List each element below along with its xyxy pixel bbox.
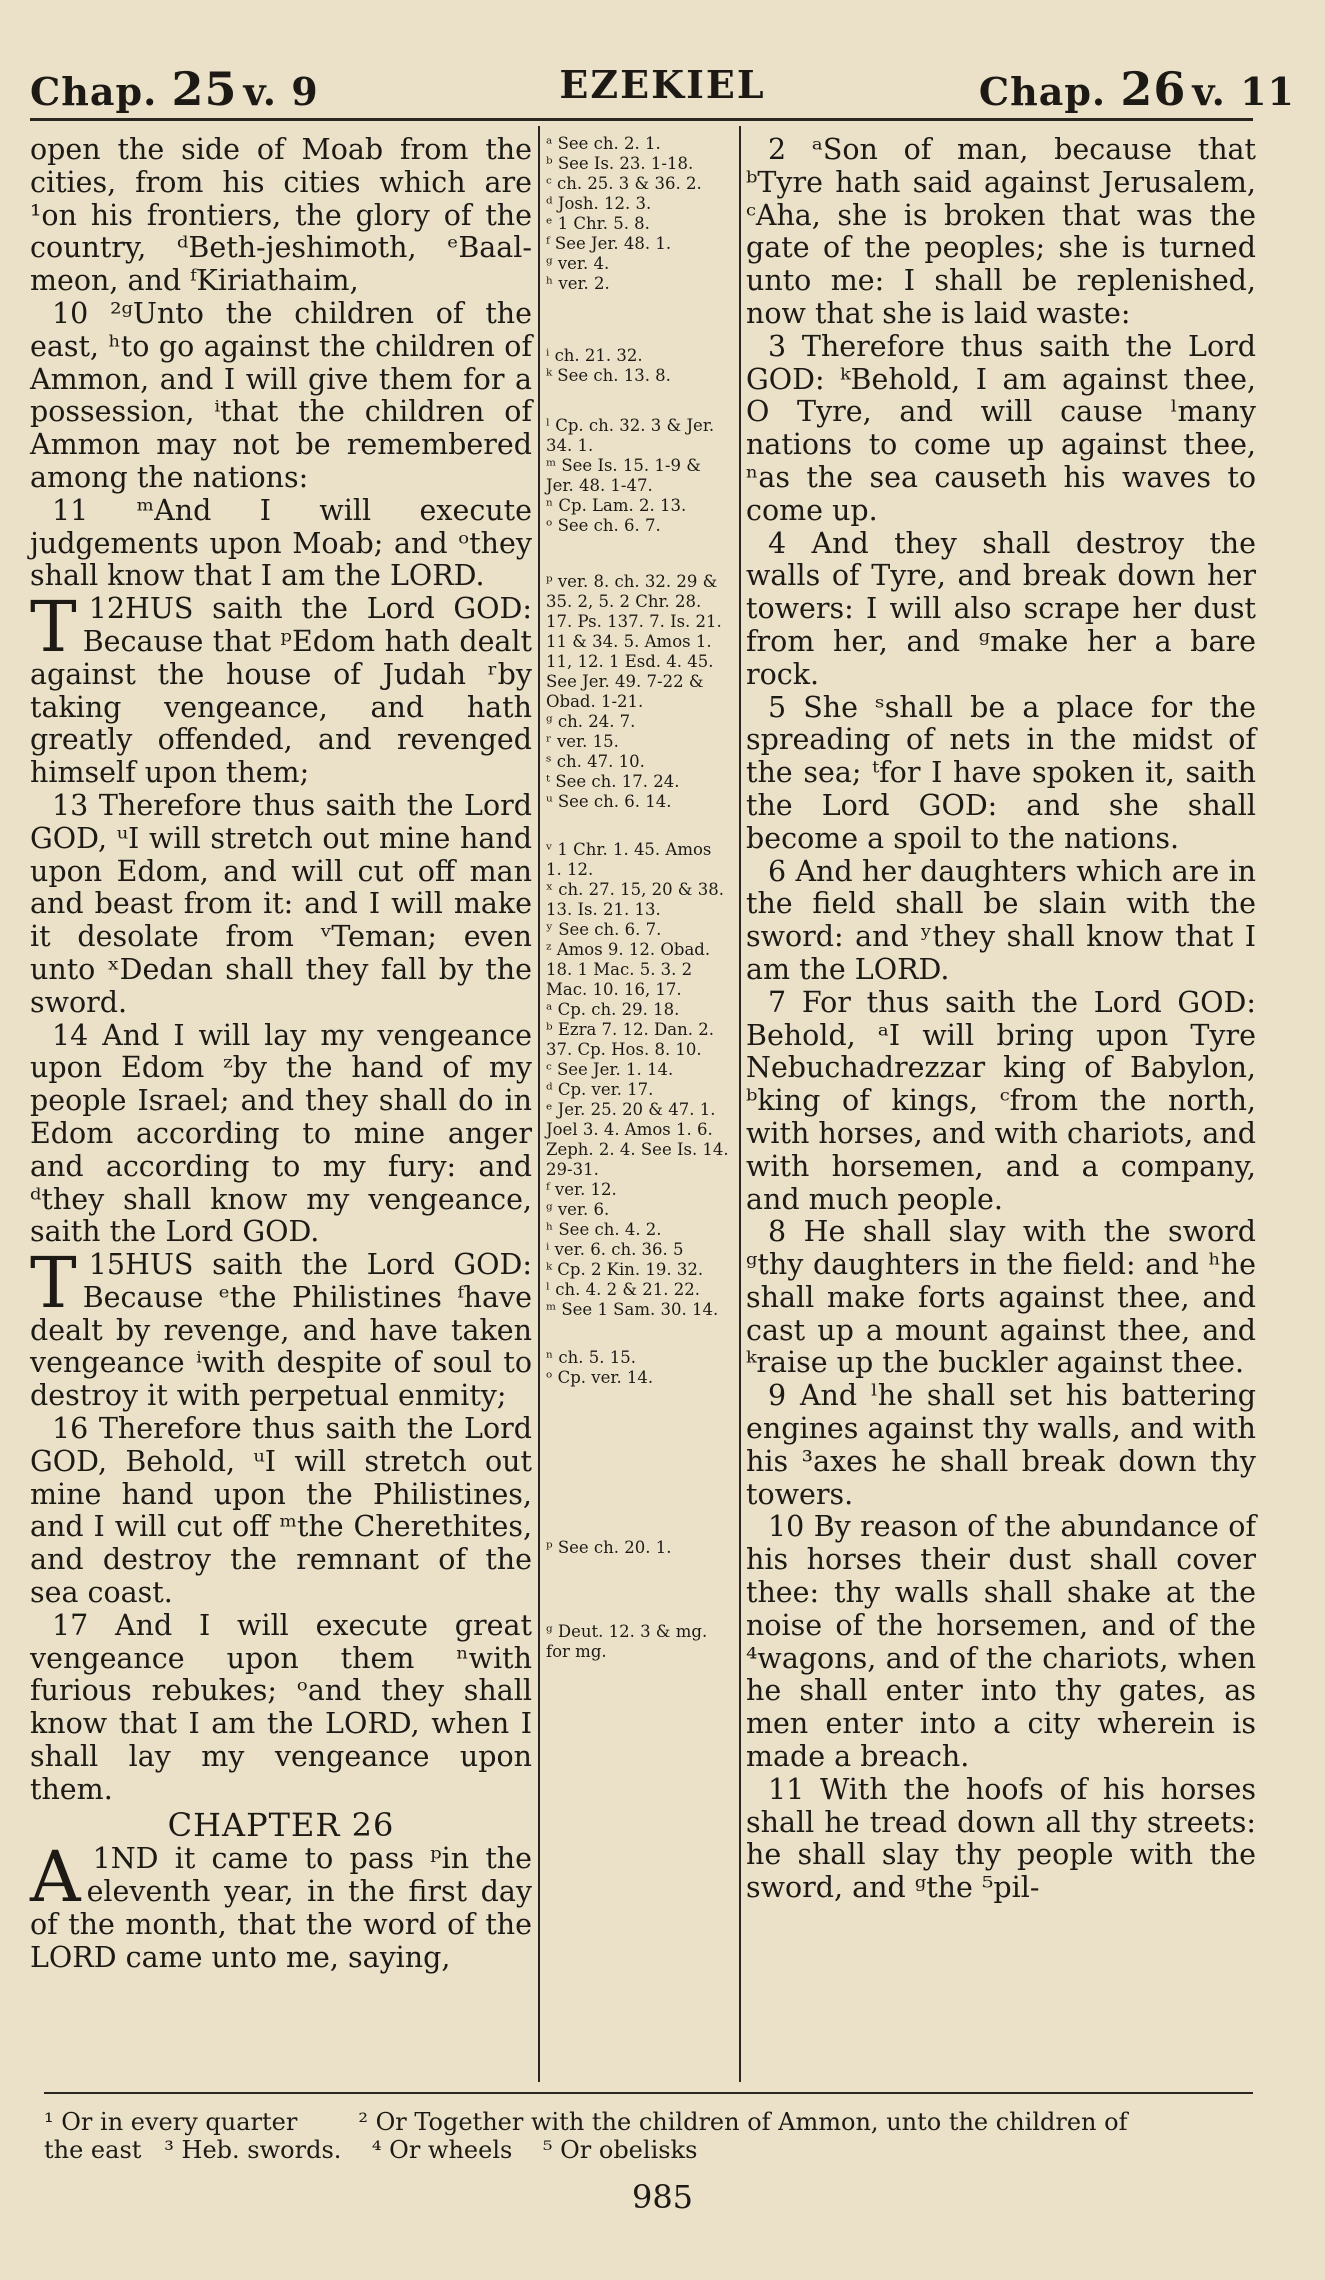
header-left-prefix: Chap. [30,69,158,114]
cross-reference-column [546,134,732,2084]
footnote-line-2: the east ³ Heb. swords. ⁴ Or wheels ⁵ Or obelisks [44,2136,698,2164]
cross-ref-block: ⁿ ch. 5. 15. ᵒ Cp. ver. 14. [546,1348,654,1387]
cross-ref-block: ᵍ Deut. 12. 3 & mg. for mg. [546,1622,708,1661]
right-text-column [746,134,1256,2084]
drop-cap: T [30,586,77,669]
chapter-26-verse-1 [30,1836,532,1974]
header-left-chapter: 25 [171,62,238,116]
footnote-rule [44,2092,1253,2094]
drop-cap: A [30,1836,81,1919]
verse-12 [30,586,532,790]
header-right-prefix: Chap. [978,69,1107,114]
verse-3: 3 Therefore thus saith the Lord GOD: ᵏBehold, I am against thee, O Tyre, and will cause ˡmany nations to come up against thee, ⁿas the sea causeth his waves to come up. [746,329,1256,527]
verse-15-text: HUS saith the Lord GOD: Because ᵉthe Philistines ᶠhave dealt by revenge, and have taken vengeance ⁱwith despite of soul to destroy it with perpetual enmity; [30,1248,532,1413]
cross-ref-block: ˡ Cp. ch. 32. 3 & Jer. 34. 1. ᵐ See Is. 15. 1-9 & Jer. 48. 1-47. ⁿ Cp. Lam. 2. 13. ᵒ See ch. 6. 7. [546,416,715,535]
column-divider-right [739,126,741,2082]
cross-ref-block: ⁱ ch. 21. 32. ᵏ See ch. 13. 8. [546,346,671,385]
drop-cap: T [30,1242,77,1325]
cross-ref-block: ᵃ See ch. 2. 1. ᵇ See Is. 23. 1-18. ᶜ ch. 25. 3 & 36. 2. ᵈ Josh. 12. 3. ᵉ 1 Chr. 5. 8. ᶠ See Jer. 48. 1. ᵍ ver. 4. ʰ ver. 2. [546,134,702,293]
running-header [30,62,1295,122]
header-right-reference [979,62,1295,116]
verse-11: 11 ᵐAnd I will execute judgements upon Moab; and ᵒthey shall know that I am the LORD. [30,493,532,593]
verse-6: 6 And her daughters which are in the field shall be slain with the sword: and ʸthey shall know that I am the LORD. [746,854,1256,986]
chapter-heading: CHAPTER 26 [167,1805,395,1844]
book-title: EZEKIEL [559,62,766,107]
column-divider-left [538,126,540,2082]
verse-5: 5 She ˢshall be a place for the spreading of nets in the midst of the sea; ᵗfor I have spoken it, saith the Lord GOD: and she shall become a spoil to the nations. [746,690,1256,855]
verse-4: 4 And they shall destroy the walls of Tyre, and break down her towers: I will also scrape her dust from her, and ᵍmake her a bare rock. [746,526,1256,691]
verse-13: 13 Therefore thus saith the Lord GOD, ᵘI will stretch out mine hand upon Edom, and will cut off man and beast from it: and I will make it desolate from ᵛTeman; even unto ˣDedan shall they fall by the sword. [30,788,532,1019]
cross-ref-block: ᵖ ver. 8. ch. 32. 29 & 35. 2, 5. 2 Chr. 28. 17. Ps. 137. 7. Is. 21. 11 & 34. 5. Amos 1. 11, 12. 1 Esd. 4. 45. See Jer. 49. 7-22 & Obad. 1-21. ᵍ ch. 24. 7. ʳ ver. 15. ˢ ch. 47. 10. ᵗ See ch. 17. 24. ᵘ See ch. 6. 14. [546,572,722,811]
verse-1-number: 1 [92,1842,111,1876]
header-right-verse: v. 11 [1192,69,1295,114]
verse-15 [30,1242,532,1413]
verse-1-text: ND it came to pass ᵖin the eleventh year, in the first day of the month, that the word of the LORD came unto me, saying, [30,1842,532,1974]
verse-9: 9 And ˡhe shall set his battering engines against thy walls, and with his ³axes he shall break down thy towers. [746,1379,1256,1511]
cross-ref-block: ᵛ 1 Chr. 1. 45. Amos 1. 12. ˣ ch. 27. 15, 20 & 38. 13. Is. 21. 13. ʸ See ch. 6. 7. ᶻ Amos 9. 12. Obad. 18. 1 Mac. 5. 3. 2 Mac. 10. 16, 17. ᵃ Cp. ch. 29. 18. ᵇ Ezra 7. 12. Dan. 2. 37. Cp. Hos. 8. 10. ᶜ See Jer. 1. 14. ᵈ Cp. ver. 17. ᵉ Jer. 25. 20 & 47. 1. Joel 3. 4. Amos 1. 6. Zeph. 2. 4. See Is. 14. 29-31. ᶠ ver. 12. ᵍ ver. 6. ʰ See ch. 4. 2. ⁱ ver. 6. ch. 36. 5 ᵏ Cp. 2 Kin. 19. 32. ˡ ch. 4. 2 & 21. 22. ᵐ See 1 Sam. 30. 14. [546,840,729,1319]
verse-2: 2 ᵃSon of man, because that ᵇTyre hath said against Jerusalem, ᶜAha, she is broken that was the gate of the peoples; she is turned unto me: I shall be replenished, now that she is laid waste: [746,133,1256,330]
verse-15-number: 15 [88,1248,125,1282]
header-right-chapter: 26 [1120,62,1187,116]
verse-14: 14 And I will lay my vengeance upon Edom ᶻby the hand of my people Israel; and they shall do in Edom according to mine anger and according to my fury: and ᵈthey shall know my vengeance, saith the Lord GOD. [30,1018,532,1249]
verse-17: 17 And I will execute great vengeance upon them ⁿwith furious rebukes; ᵒand they shall know that I am the LORD, when I shall lay my vengeance upon them. [30,1608,532,1806]
left-text-column [30,134,532,2084]
verse-16: 16 Therefore thus saith the Lord GOD, Behold, ᵘI will stretch out mine hand upon the Philistines, and I will cut off ᵐthe Cherethites, and destroy the remnant of the sea coast. [30,1412,532,1610]
footnote-line-1: ¹ Or in every quarter ² Or Together with the children of Ammon, unto the children of [44,2108,1128,2136]
verse-8: 8 He shall slay with the sword ᵍthy daughters in the field: and ʰhe shall make forts against thee, and cast up a mount against thee, and ᵏraise up the buckler against thee. [746,1215,1256,1380]
page-number: 985 [631,2178,694,2216]
verse-9-continued: open the side of Moab from the cities, from his cities which are ¹on his frontiers, the glory of the country, ᵈBeth-jeshimoth, ᵉBaal-meon, and ᶠKiriathaim, [30,133,532,298]
header-left-verse: v. 9 [243,69,319,114]
footnotes [44,2108,1253,2164]
cross-ref-block: ᵖ See ch. 20. 1. [546,1538,672,1557]
verse-10: 10 By reason of the abundance of his horses their dust shall cover thee: thy walls shall shake at the noise of the horsemen, and of the ⁴wagons, and of the chariots, when he shall enter into thy gates, as men enter into a city wherein is made a breach. [746,1510,1256,1774]
verse-10: 10 ²ᵍUnto the children of the east, ʰto go against the children of Ammon, and I will give them for a possession, ⁱthat the children of Ammon may not be remembered among the nations: [30,296,532,494]
verse-11: 11 With the hoofs of his horses shall he tread down all thy streets: he shall slay thy people with the sword, and ᵍthe ⁵pil- [746,1772,1256,1905]
verse-7: 7 For thus saith the Lord GOD: Behold, ᵃI will bring upon Tyre Nebuchadrezzar king of Babylon, ᵇking of kings, ᶜfrom the north, with horses, and with chariots, and with horsemen, and a company, and much people. [746,985,1256,1216]
verse-12-text: HUS saith the Lord GOD: Because that ᵖEdom hath dealt against the house of Judah ʳby taking vengeance, and hath greatly offended, and revenged himself upon them; [30,592,532,790]
verse-12-number: 12 [88,592,125,626]
header-rule [30,118,1253,121]
